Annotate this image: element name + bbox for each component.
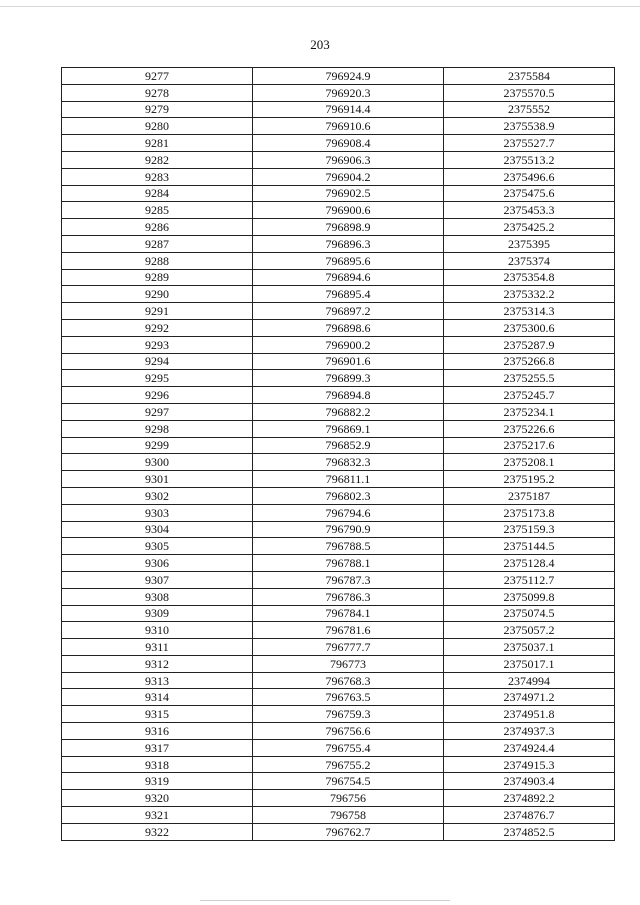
point-number-cell: 9296 [62, 387, 253, 404]
x-coordinate-cell: 796908.4 [253, 135, 444, 152]
point-number-cell: 9314 [62, 689, 253, 706]
table-row [62, 403, 615, 420]
x-coordinate-cell: 796763.5 [253, 689, 444, 706]
y-coordinate-cell: 2375173.8 [444, 504, 615, 521]
table-row [62, 336, 615, 353]
y-coordinate-cell: 2375332.2 [444, 286, 615, 303]
y-coordinate-cell: 2374876.7 [444, 807, 615, 824]
table-row [62, 202, 615, 219]
table-row [62, 303, 615, 320]
y-coordinate-cell: 2374951.8 [444, 706, 615, 723]
x-coordinate-cell: 796900.6 [253, 202, 444, 219]
table-row [62, 672, 615, 689]
y-coordinate-cell: 2375300.6 [444, 319, 615, 336]
table-row [62, 689, 615, 706]
y-coordinate-cell: 2374852.5 [444, 823, 615, 840]
coordinates-table [61, 67, 615, 841]
x-coordinate-cell: 796788.5 [253, 538, 444, 555]
y-coordinate-cell: 2375208.1 [444, 454, 615, 471]
x-coordinate-cell: 796755.2 [253, 756, 444, 773]
point-number-cell: 9310 [62, 622, 253, 639]
point-number-cell: 9299 [62, 437, 253, 454]
y-coordinate-cell: 2374971.2 [444, 689, 615, 706]
point-number-cell: 9297 [62, 403, 253, 420]
y-coordinate-cell: 2374903.4 [444, 773, 615, 790]
y-coordinate-cell: 2375128.4 [444, 555, 615, 572]
x-coordinate-cell: 796869.1 [253, 420, 444, 437]
x-coordinate-cell: 796852.9 [253, 437, 444, 454]
point-number-cell: 9291 [62, 303, 253, 320]
y-coordinate-cell: 2375234.1 [444, 403, 615, 420]
x-coordinate-cell: 796899.3 [253, 370, 444, 387]
point-number-cell: 9298 [62, 420, 253, 437]
table-row [62, 521, 615, 538]
y-coordinate-cell: 2375226.6 [444, 420, 615, 437]
point-number-cell: 9307 [62, 571, 253, 588]
table-row [62, 437, 615, 454]
y-coordinate-cell: 2375057.2 [444, 622, 615, 639]
point-number-cell: 9277 [62, 68, 253, 85]
x-coordinate-cell: 796773 [253, 655, 444, 672]
x-coordinate-cell: 796914.4 [253, 101, 444, 118]
point-number-cell: 9308 [62, 588, 253, 605]
y-coordinate-cell: 2375074.5 [444, 605, 615, 622]
point-number-cell: 9317 [62, 739, 253, 756]
point-number-cell: 9284 [62, 185, 253, 202]
point-number-cell: 9287 [62, 235, 253, 252]
y-coordinate-cell: 2375287.9 [444, 336, 615, 353]
y-coordinate-cell: 2374915.3 [444, 756, 615, 773]
x-coordinate-cell: 796754.5 [253, 773, 444, 790]
bottom-divider [200, 900, 450, 901]
table-row [62, 151, 615, 168]
table-row [62, 823, 615, 840]
y-coordinate-cell: 2375314.3 [444, 303, 615, 320]
x-coordinate-cell: 796924.9 [253, 68, 444, 85]
x-coordinate-cell: 796832.3 [253, 454, 444, 471]
x-coordinate-cell: 796755.4 [253, 739, 444, 756]
point-number-cell: 9304 [62, 521, 253, 538]
point-number-cell: 9288 [62, 252, 253, 269]
table-row [62, 235, 615, 252]
x-coordinate-cell: 796781.6 [253, 622, 444, 639]
point-number-cell: 9283 [62, 168, 253, 185]
y-coordinate-cell: 2375538.9 [444, 118, 615, 135]
table-row [62, 655, 615, 672]
point-number-cell: 9315 [62, 706, 253, 723]
x-coordinate-cell: 796788.1 [253, 555, 444, 572]
point-number-cell: 9316 [62, 723, 253, 740]
y-coordinate-cell: 2375453.3 [444, 202, 615, 219]
y-coordinate-cell: 2375527.7 [444, 135, 615, 152]
point-number-cell: 9321 [62, 807, 253, 824]
table-row [62, 118, 615, 135]
point-number-cell: 9306 [62, 555, 253, 572]
x-coordinate-cell: 796906.3 [253, 151, 444, 168]
x-coordinate-cell: 796802.3 [253, 487, 444, 504]
y-coordinate-cell: 2375195.2 [444, 471, 615, 488]
point-number-cell: 9294 [62, 353, 253, 370]
point-number-cell: 9313 [62, 672, 253, 689]
y-coordinate-cell: 2375374 [444, 252, 615, 269]
table-row [62, 538, 615, 555]
point-number-cell: 9292 [62, 319, 253, 336]
point-number-cell: 9290 [62, 286, 253, 303]
table-row [62, 353, 615, 370]
table-row [62, 68, 615, 85]
table-row [62, 773, 615, 790]
x-coordinate-cell: 796900.2 [253, 336, 444, 353]
table-row [62, 101, 615, 118]
x-coordinate-cell: 796902.5 [253, 185, 444, 202]
point-number-cell: 9285 [62, 202, 253, 219]
x-coordinate-cell: 796898.9 [253, 219, 444, 236]
x-coordinate-cell: 796756 [253, 790, 444, 807]
point-number-cell: 9282 [62, 151, 253, 168]
point-number-cell: 9305 [62, 538, 253, 555]
table-row [62, 504, 615, 521]
y-coordinate-cell: 2375112.7 [444, 571, 615, 588]
y-coordinate-cell: 2375159.3 [444, 521, 615, 538]
point-number-cell: 9312 [62, 655, 253, 672]
point-number-cell: 9279 [62, 101, 253, 118]
table-row [62, 471, 615, 488]
table-row [62, 723, 615, 740]
x-coordinate-cell: 796777.7 [253, 639, 444, 656]
table-row [62, 135, 615, 152]
point-number-cell: 9320 [62, 790, 253, 807]
x-coordinate-cell: 796896.3 [253, 235, 444, 252]
x-coordinate-cell: 796787.3 [253, 571, 444, 588]
x-coordinate-cell: 796790.9 [253, 521, 444, 538]
x-coordinate-cell: 796759.3 [253, 706, 444, 723]
table-row [62, 252, 615, 269]
point-number-cell: 9295 [62, 370, 253, 387]
y-coordinate-cell: 2375570.5 [444, 84, 615, 101]
y-coordinate-cell: 2374994 [444, 672, 615, 689]
table-row [62, 185, 615, 202]
y-coordinate-cell: 2375144.5 [444, 538, 615, 555]
y-coordinate-cell: 2375099.8 [444, 588, 615, 605]
y-coordinate-cell: 2374924.4 [444, 739, 615, 756]
table-row [62, 269, 615, 286]
y-coordinate-cell: 2375354.8 [444, 269, 615, 286]
table-row [62, 588, 615, 605]
table-row [62, 605, 615, 622]
point-number-cell: 9302 [62, 487, 253, 504]
table-row [62, 420, 615, 437]
x-coordinate-cell: 796762.7 [253, 823, 444, 840]
table-row [62, 387, 615, 404]
point-number-cell: 9278 [62, 84, 253, 101]
y-coordinate-cell: 2375266.8 [444, 353, 615, 370]
x-coordinate-cell: 796768.3 [253, 672, 444, 689]
table-row [62, 286, 615, 303]
y-coordinate-cell: 2375245.7 [444, 387, 615, 404]
point-number-cell: 9322 [62, 823, 253, 840]
point-number-cell: 9303 [62, 504, 253, 521]
y-coordinate-cell: 2375552 [444, 101, 615, 118]
x-coordinate-cell: 796756.6 [253, 723, 444, 740]
x-coordinate-cell: 796784.1 [253, 605, 444, 622]
table-row [62, 790, 615, 807]
y-coordinate-cell: 2375475.6 [444, 185, 615, 202]
table-row [62, 639, 615, 656]
y-coordinate-cell: 2375217.6 [444, 437, 615, 454]
page-number: 203 [310, 37, 330, 52]
x-coordinate-cell: 796897.2 [253, 303, 444, 320]
y-coordinate-cell: 2375187 [444, 487, 615, 504]
table-row [62, 555, 615, 572]
y-coordinate-cell: 2375037.1 [444, 639, 615, 656]
table-row [62, 756, 615, 773]
y-coordinate-cell: 2374937.3 [444, 723, 615, 740]
x-coordinate-cell: 796811.1 [253, 471, 444, 488]
table-row [62, 487, 615, 504]
point-number-cell: 9309 [62, 605, 253, 622]
point-number-cell: 9289 [62, 269, 253, 286]
x-coordinate-cell: 796794.6 [253, 504, 444, 521]
y-coordinate-cell: 2375017.1 [444, 655, 615, 672]
x-coordinate-cell: 796901.6 [253, 353, 444, 370]
table-row [62, 84, 615, 101]
y-coordinate-cell: 2375425.2 [444, 219, 615, 236]
table-row [62, 706, 615, 723]
x-coordinate-cell: 796882.2 [253, 403, 444, 420]
table-row [62, 319, 615, 336]
x-coordinate-cell: 796786.3 [253, 588, 444, 605]
table-row [62, 454, 615, 471]
top-divider [0, 6, 640, 7]
x-coordinate-cell: 796910.6 [253, 118, 444, 135]
x-coordinate-cell: 796895.6 [253, 252, 444, 269]
point-number-cell: 9293 [62, 336, 253, 353]
y-coordinate-cell: 2375255.5 [444, 370, 615, 387]
point-number-cell: 9286 [62, 219, 253, 236]
table-row [62, 370, 615, 387]
y-coordinate-cell: 2375584 [444, 68, 615, 85]
y-coordinate-cell: 2374892.2 [444, 790, 615, 807]
point-number-cell: 9281 [62, 135, 253, 152]
table-row [62, 739, 615, 756]
x-coordinate-cell: 796895.4 [253, 286, 444, 303]
x-coordinate-cell: 796894.8 [253, 387, 444, 404]
y-coordinate-cell: 2375395 [444, 235, 615, 252]
x-coordinate-cell: 796894.6 [253, 269, 444, 286]
point-number-cell: 9301 [62, 471, 253, 488]
coordinates-table-body [62, 68, 615, 841]
y-coordinate-cell: 2375496.6 [444, 168, 615, 185]
table-row [62, 807, 615, 824]
table-row [62, 219, 615, 236]
x-coordinate-cell: 796898.6 [253, 319, 444, 336]
point-number-cell: 9318 [62, 756, 253, 773]
y-coordinate-cell: 2375513.2 [444, 151, 615, 168]
table-row [62, 571, 615, 588]
point-number-cell: 9300 [62, 454, 253, 471]
x-coordinate-cell: 796904.2 [253, 168, 444, 185]
table-row [62, 168, 615, 185]
x-coordinate-cell: 796758 [253, 807, 444, 824]
x-coordinate-cell: 796920.3 [253, 84, 444, 101]
point-number-cell: 9280 [62, 118, 253, 135]
point-number-cell: 9311 [62, 639, 253, 656]
table-row [62, 622, 615, 639]
point-number-cell: 9319 [62, 773, 253, 790]
